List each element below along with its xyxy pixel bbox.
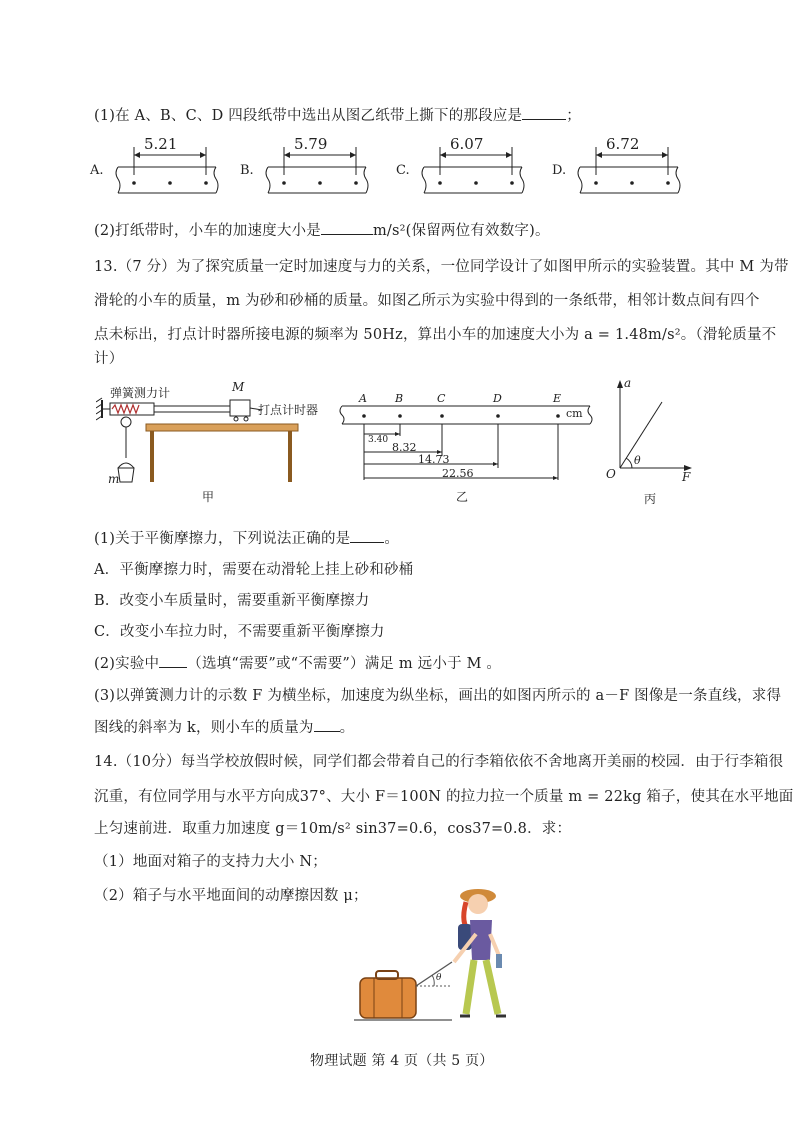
figure-jia	[96, 380, 319, 507]
option-label: C.	[396, 163, 410, 178]
a-f-graph	[600, 376, 700, 508]
q13-sub3-line2: 图线的斜率为 k，则小车的质量为 。	[94, 720, 355, 736]
q13-sub2: (2)实验中 （选填“需要”或“不需要”）满足 m 远小于 M 。	[94, 656, 502, 672]
axis-label-a: a	[624, 376, 632, 390]
tape-option-d[interactable]	[552, 135, 710, 205]
q12-part1: (1)在 A、B、C、D 四段纸带中选出从图乙纸带上撕下的那段应是 ；	[94, 108, 581, 124]
q12-part1-text: (1)在 A、B、C、D 四段纸带中选出从图乙纸带上撕下的那段应是	[94, 108, 523, 124]
axis-label-f: F	[682, 470, 691, 484]
distance-ae: 22.56	[442, 467, 474, 480]
answer-blank[interactable]	[522, 107, 566, 120]
cart-mass-label: M	[232, 380, 245, 394]
tape-option-c[interactable]	[396, 135, 546, 205]
option-value: 5.79	[294, 135, 328, 153]
tape-options	[90, 135, 710, 205]
timer-label: 打点计时器	[258, 403, 319, 417]
sand-mass-label: m	[108, 472, 120, 486]
tape-point-c: C	[437, 392, 446, 405]
tape-point-b: B	[395, 392, 404, 405]
q13-stem-line4: 计）	[94, 351, 124, 367]
option-label: B.	[240, 163, 254, 178]
q13-stem-line3: 点未标出，打点计时器所接电源的频率为 50Hz，算出小车的加速度大小为 a = 1.48m/s²。（滑轮质量不	[94, 327, 777, 343]
choice-c[interactable]: C．改变小车拉力时，不需要重新平衡摩擦力	[94, 624, 385, 640]
q14-stem-line2: 沉重，有位同学用与水平方向成37°、大小 F＝100N 的拉力拉一个质量 m = 22kg 箱子，使其在水平地面	[94, 789, 794, 805]
spring-scale-label: 弹簧测力计	[110, 386, 171, 400]
angle-label: θ	[634, 454, 641, 467]
q14-question2: （2）箱子与水平地面间的动摩擦因数 μ；	[94, 888, 368, 904]
distance-ad: 14.73	[418, 453, 450, 466]
answer-blank[interactable]	[159, 655, 187, 668]
figure-caption: 甲	[202, 490, 215, 504]
tape-option-b[interactable]	[240, 135, 390, 205]
distance-ac: 8.32	[392, 441, 417, 454]
option-value: 5.21	[144, 135, 178, 153]
option-label: A.	[90, 163, 104, 178]
q14-stem-line1: 14.（10分）每当学校放假时候，同学们都会带着自己的行李箱依依不舍地离开美丽的校园．由于行李箱很	[94, 754, 784, 770]
origin-label: O	[606, 467, 616, 481]
figure-caption: 丙	[644, 492, 657, 506]
q13-sub1: (1)关于平衡摩擦力，下列说法正确的是 。	[94, 531, 400, 547]
pull-angle-label: θ	[436, 973, 442, 983]
student-pulling-suitcase-icon	[352, 874, 532, 1024]
luggage-illustration	[352, 874, 532, 1024]
answer-blank[interactable]	[314, 719, 340, 732]
option-value: 6.72	[606, 135, 640, 153]
distance-ab: 3.40	[368, 435, 389, 445]
answer-blank[interactable]	[350, 530, 384, 543]
figure-caption: 乙	[456, 490, 469, 504]
answer-blank[interactable]	[321, 222, 373, 235]
q14-question1: （1）地面对箱子的支持力大小 N；	[94, 854, 327, 870]
choice-b[interactable]: B．改变小车质量时，需要重新平衡摩擦力	[94, 593, 370, 609]
option-label: D.	[552, 163, 567, 178]
choice-a[interactable]: A．平衡摩擦力时，需要在动滑轮上挂上砂和砂桶	[94, 562, 414, 578]
q13-stem-line2: 滑轮的小车的质量，m 为砂和砂桶的质量。如图乙所示为实验中得到的一条纸带，相邻计数点间有四个	[94, 293, 760, 309]
q13-stem-line1: 13.（7 分）为了探究质量一定时加速度与力的关系，一位同学设计了如图甲所示的实验装置。其中 M 为带	[94, 259, 789, 275]
q12-part2: (2)打纸带时，小车的加速度大小是 m/s²(保留两位有效数字)。	[94, 223, 550, 239]
figure-bing	[600, 376, 700, 508]
option-value: 6.07	[450, 135, 484, 153]
page-footer: 物理试题 第 4 页（共 5 页）	[310, 1053, 494, 1069]
tape-point-e: E	[553, 392, 562, 405]
q13-sub3-line1: (3)以弹簧测力计的示数 F 为横坐标，加速度为纵坐标，画出的如图丙所示的 a－F 图像是一条直线，求得	[94, 688, 782, 704]
tape-point-d: D	[493, 392, 502, 405]
q14-stem-line3: 上匀速前进．取重力加速度 g＝10m/s² sin37=0.6，cos37=0.8．求：	[94, 821, 572, 837]
tape-point-a: A	[359, 392, 367, 405]
tape-option-a[interactable]	[90, 135, 240, 205]
tape-unit: cm	[566, 407, 583, 420]
figure-yi	[336, 392, 598, 508]
